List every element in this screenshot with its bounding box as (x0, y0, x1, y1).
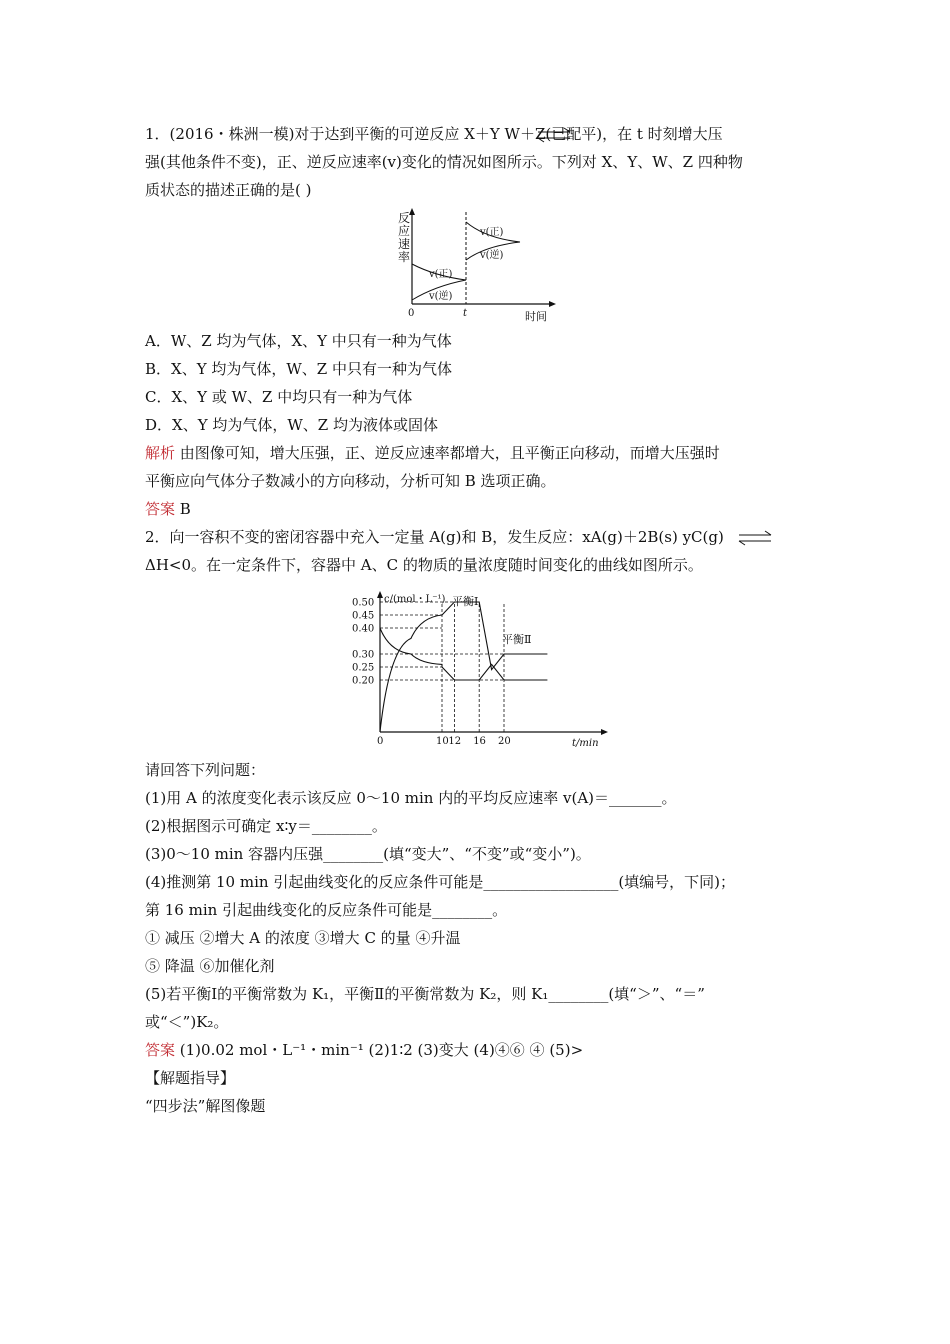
q2-x-axis-arrow-icon (601, 729, 608, 735)
q1-option-a: A．W、Z 均为气体，X、Y 中只有一种为气体 (145, 332, 452, 350)
q1-answer-label: 答案 (145, 500, 176, 518)
q1-xlabel: 时间 (525, 310, 547, 323)
q2-ytick-3: 0.30 (352, 649, 375, 661)
q2-xtick-2: 12 (448, 736, 462, 747)
q1-answer-value: B (175, 500, 191, 518)
q2-annotation-eq2: 平衡Ⅱ (502, 633, 532, 646)
q2-answer-label: 答案 (145, 1041, 176, 1059)
q2-y-axis-arrow-icon (377, 591, 383, 598)
q2-answer (145, 1040, 583, 1060)
q2-choices-1: ① 减压 ②增大 A 的浓度 ③增大 C 的量 ④升温 (145, 929, 461, 947)
q2-concentration-chart (340, 588, 610, 753)
q2-ylabel: c/(mol・L⁻¹) (384, 594, 446, 605)
q2-ytick-0: 0.50 (352, 597, 375, 609)
q1-analysis-line-2: 平衡应向气体分子数减小的方向移动，分析可知 B 选项正确。 (145, 472, 556, 490)
q1-stem-line-3: 质状态的描述正确的是( ) (145, 181, 312, 199)
q1-analysis-label: 解析 (145, 444, 176, 462)
q2-annotation-eq1: 平衡Ⅰ (452, 595, 479, 608)
q1-option-b: B．X、Y 均为气体，W、Z 中只有一种为气体 (145, 360, 452, 378)
q2-choices-2: ⑤ 降温 ⑥加催化剂 (145, 957, 275, 975)
q1-answer (145, 499, 191, 519)
q2-guide-subtitle: “四步法”解图像题 (145, 1097, 266, 1115)
q2-ytick-5: 0.20 (352, 675, 375, 687)
q2-prompt: 请回答下列问题： (145, 761, 266, 779)
q2-xtick-0: 0 (377, 736, 384, 747)
q2-xtick-4: 20 (498, 736, 511, 747)
q1-x-axis-arrow-icon (549, 301, 556, 307)
q1-ylabel-char-1: 反 (398, 211, 411, 225)
q2-answer-value: (1)0.02 mol・L⁻¹・min⁻¹ (2)1∶2 (3)变大 (4)④⑥ ④ (5)> (175, 1041, 584, 1059)
q2-reversible-arrow (735, 529, 775, 547)
q2-ytick-4: 0.25 (352, 662, 375, 674)
q2-sub3: (3)0～10 min 容器内压强________(填“变大”、“不变”或“变小”)。 (145, 845, 591, 863)
q1-option-d: D．X、Y 均为气体，W、Z 均为液体或固体 (145, 416, 438, 434)
q1-label-ni-after: v(逆) (480, 250, 504, 261)
q1-option-c: C．X、Y 或 W、Z 中均只有一种为气体 (145, 388, 413, 406)
q2-sub4b: 第 16 min 引起曲线变化的反应条件可能是________。 (145, 901, 508, 919)
q1-ylabel-char-2: 应 (398, 224, 411, 238)
q2-xlabel: t/min (572, 738, 599, 749)
q2-stem-line-2: ΔH<0。在一定条件下，容器中 A、C 的物质的量浓度随时间变化的曲线如图所示。 (145, 556, 703, 574)
q1-ylabel-char-4: 率 (398, 250, 411, 264)
q2-sub2: (2)根据图示可确定 x∶y＝________。 (145, 817, 387, 835)
q2-guide-title: 【解题指导】 (145, 1069, 236, 1087)
q1-label-zheng-after: v(正) (480, 227, 504, 238)
q1-origin-label: 0 (408, 308, 415, 319)
q1-stem-line-2: 强(其他条件不变)，正、逆反应速率(v)变化的情况如图所示。下列对 X、Y、W、Z 四种物 (145, 153, 743, 171)
q1-reversible-arrow (534, 126, 574, 144)
q2-sub1: (1)用 A 的浓度变化表示该反应 0～10 min 内的平均反应速率 v(A)＝_______。 (145, 789, 677, 807)
q1-analysis-text-1: 由图像可知，增大压强，正、逆反应速率都增大，且平衡正向移动，而增大压强时 (175, 444, 720, 462)
q1-analysis-line-1 (145, 443, 720, 463)
q1-ylabel-char-3: 速 (398, 237, 411, 251)
q1-rate-time-figure (390, 208, 560, 326)
q1-label-ni-before: v(逆) (429, 291, 453, 302)
q2-tick-labels (352, 598, 511, 748)
q1-t-label: t (463, 308, 468, 319)
q1-label-zheng-before: v(正) (429, 269, 453, 280)
q2-sub5b: 或“＜”)K₂。 (145, 1013, 229, 1031)
q2-xtick-3: 16 (473, 736, 486, 747)
q2-stem-line-1: 2．向一容积不变的密闭容器中充入一定量 A(g)和 B，发生反应：xA(g)＋2B(s) yC(g) (145, 528, 724, 546)
q2-xtick-1: 10 (436, 736, 449, 747)
q2-sub4a: (4)推测第 10 min 引起曲线变化的反应条件可能是__________________(填编号，下同)； (145, 873, 736, 891)
q1-stem-line-1: 1．(2016・株洲一模)对于达到平衡的可逆反应 X＋Y W＋Z(已配平)，在 t 时刻增大压 (145, 125, 723, 143)
q2-ytick-1: 0.45 (352, 610, 375, 622)
q2-sub5a: (5)若平衡Ⅰ的平衡常数为 K₁，平衡Ⅱ的平衡常数为 K₂，则 K₁________(填“＞”、“＝” (145, 985, 705, 1003)
q2-ytick-2: 0.40 (352, 623, 375, 635)
